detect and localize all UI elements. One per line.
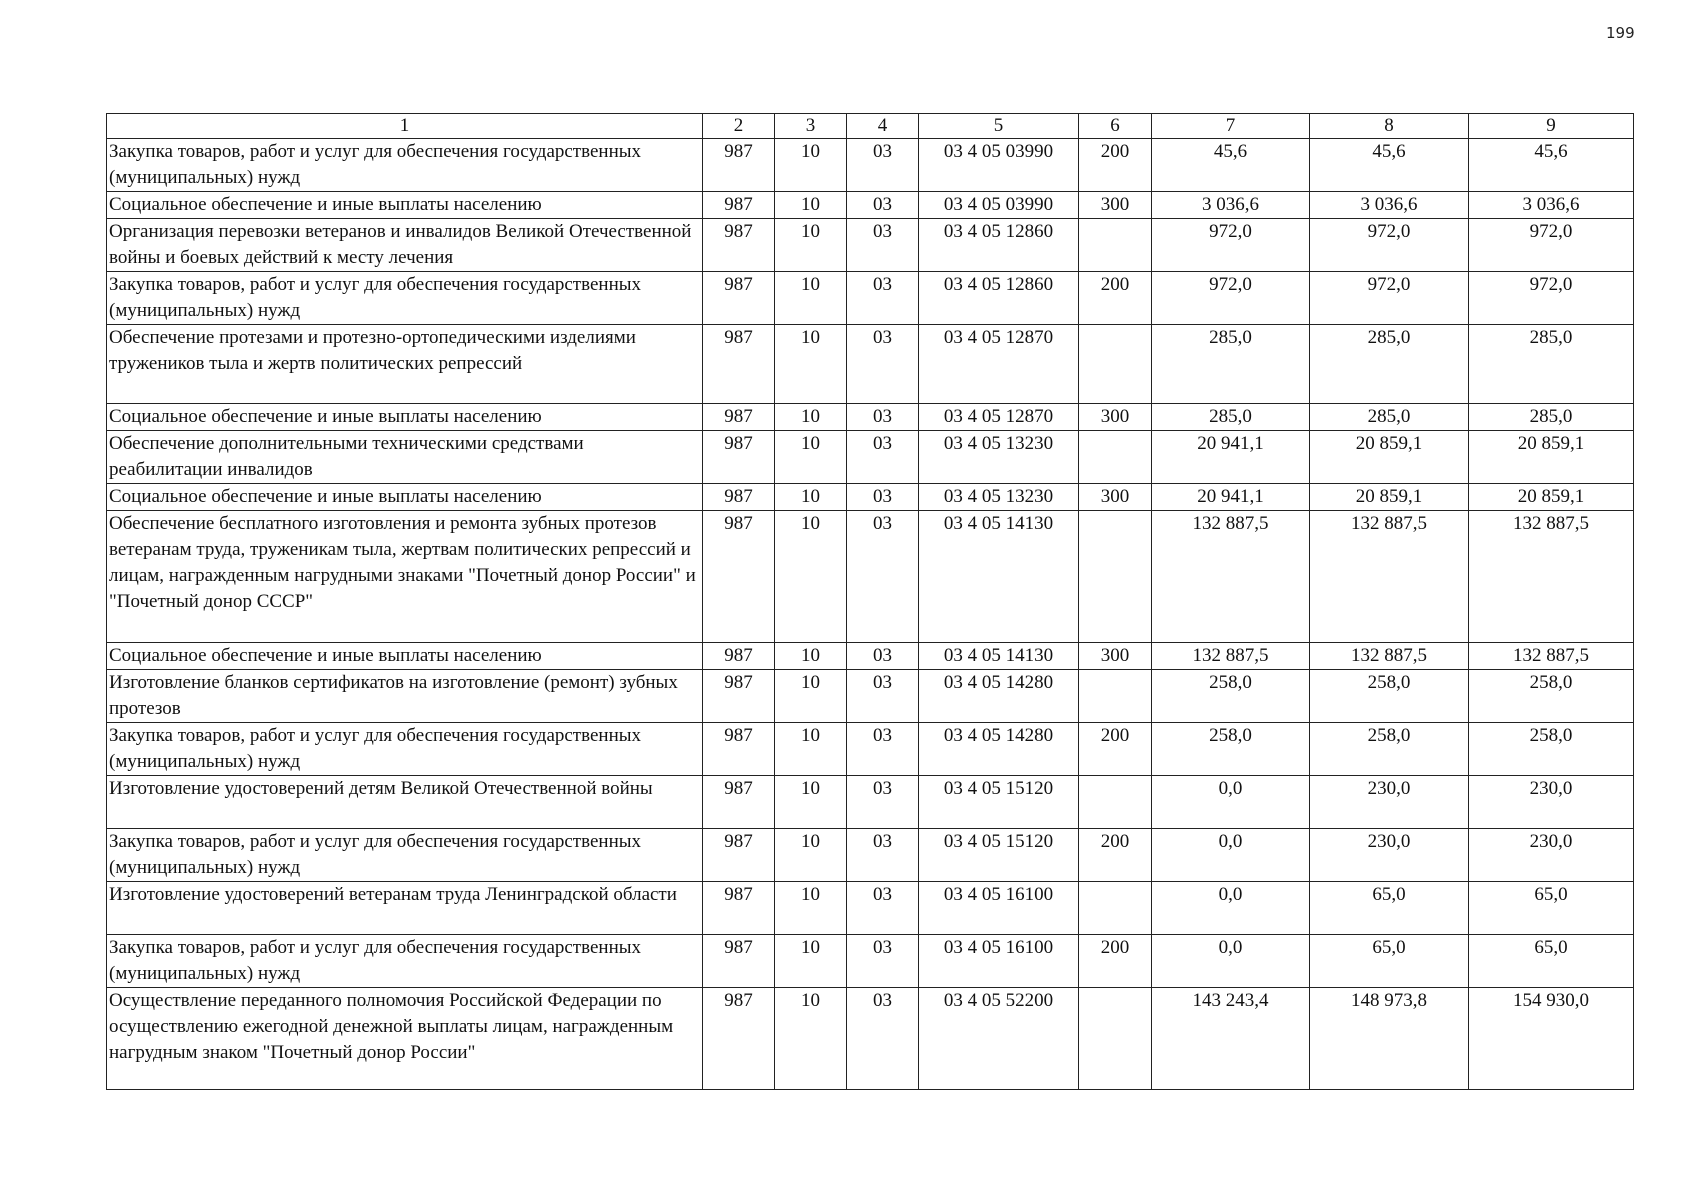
subsection-code-cell: 03: [847, 935, 919, 988]
section-code-cell: 10: [775, 484, 847, 511]
amount-cell-col7: 258,0: [1152, 670, 1310, 723]
amount-cell-col8: 132 887,5: [1310, 643, 1469, 670]
section-code-cell: 10: [775, 511, 847, 643]
subsection-code-cell: 03: [847, 139, 919, 192]
section-code-cell: 10: [775, 988, 847, 1090]
amount-cell-col8: 285,0: [1310, 404, 1469, 431]
description-cell: Осуществление переданного полномочия Российской Федерации по осуществлению ежегодной денежной выплаты лицам, награжденным нагрудным знаком "Почетный донор России": [107, 988, 703, 1090]
column-header: 1: [107, 114, 703, 139]
subsection-code-cell: 03: [847, 511, 919, 643]
amount-cell-col7: 972,0: [1152, 272, 1310, 325]
target-article-cell: 03 4 05 13230: [919, 484, 1079, 511]
table-row: [107, 776, 1634, 829]
amount-cell-col7: 20 941,1: [1152, 484, 1310, 511]
target-article-cell: 03 4 05 12860: [919, 219, 1079, 272]
table-row: [107, 272, 1634, 325]
description-cell: Изготовление бланков сертификатов на изготовление (ремонт) зубных протезов: [107, 670, 703, 723]
section-code-cell: 10: [775, 219, 847, 272]
ministry-code-cell: 987: [703, 643, 775, 670]
expense-type-cell: [1079, 219, 1152, 272]
target-article-cell: 03 4 05 03990: [919, 192, 1079, 219]
amount-cell-col9: 65,0: [1469, 935, 1634, 988]
description-cell: Закупка товаров, работ и услуг для обеспечения государственных (муниципальных) нужд: [107, 139, 703, 192]
expense-type-cell: 300: [1079, 484, 1152, 511]
expense-type-cell: 200: [1079, 829, 1152, 882]
subsection-code-cell: 03: [847, 988, 919, 1090]
ministry-code-cell: 987: [703, 484, 775, 511]
subsection-code-cell: 03: [847, 776, 919, 829]
description-cell: Обеспечение протезами и протезно-ортопедическими изделиями тружеников тыла и жертв политических репрессий: [107, 325, 703, 404]
description-cell: Закупка товаров, работ и услуг для обеспечения государственных (муниципальных) нужд: [107, 935, 703, 988]
amount-cell-col7: 258,0: [1152, 723, 1310, 776]
section-code-cell: 10: [775, 935, 847, 988]
amount-cell-col9: 20 859,1: [1469, 431, 1634, 484]
description-cell: Изготовление удостоверений ветеранам труда Ленинградской области: [107, 882, 703, 935]
column-header: 6: [1079, 114, 1152, 139]
table-row: [107, 192, 1634, 219]
amount-cell-col7: 0,0: [1152, 776, 1310, 829]
table-row: [107, 511, 1634, 643]
subsection-code-cell: 03: [847, 484, 919, 511]
expense-type-cell: [1079, 670, 1152, 723]
amount-cell-col7: 285,0: [1152, 404, 1310, 431]
amount-cell-col9: 258,0: [1469, 670, 1634, 723]
target-article-cell: 03 4 05 15120: [919, 776, 1079, 829]
description-cell: Организация перевозки ветеранов и инвалидов Великой Отечественной войны и боевых действий к месту лечения: [107, 219, 703, 272]
table-row: [107, 829, 1634, 882]
amount-cell-col7: 0,0: [1152, 829, 1310, 882]
amount-cell-col8: 45,6: [1310, 139, 1469, 192]
amount-cell-col7: 132 887,5: [1152, 511, 1310, 643]
amount-cell-col9: 132 887,5: [1469, 511, 1634, 643]
subsection-code-cell: 03: [847, 723, 919, 776]
target-article-cell: 03 4 05 14130: [919, 643, 1079, 670]
section-code-cell: 10: [775, 670, 847, 723]
target-article-cell: 03 4 05 15120: [919, 829, 1079, 882]
description-cell: Закупка товаров, работ и услуг для обеспечения государственных (муниципальных) нужд: [107, 723, 703, 776]
amount-cell-col9: 3 036,6: [1469, 192, 1634, 219]
expense-type-cell: 300: [1079, 192, 1152, 219]
amount-cell-col8: 148 973,8: [1310, 988, 1469, 1090]
subsection-code-cell: 03: [847, 404, 919, 431]
ministry-code-cell: 987: [703, 511, 775, 643]
ministry-code-cell: 987: [703, 404, 775, 431]
section-code-cell: 10: [775, 643, 847, 670]
ministry-code-cell: 987: [703, 776, 775, 829]
subsection-code-cell: 03: [847, 219, 919, 272]
section-code-cell: 10: [775, 325, 847, 404]
section-code-cell: 10: [775, 404, 847, 431]
amount-cell-col8: 258,0: [1310, 670, 1469, 723]
section-code-cell: 10: [775, 139, 847, 192]
column-header: 3: [775, 114, 847, 139]
amount-cell-col9: 20 859,1: [1469, 484, 1634, 511]
subsection-code-cell: 03: [847, 192, 919, 219]
ministry-code-cell: 987: [703, 139, 775, 192]
table-row: [107, 484, 1634, 511]
amount-cell-col9: 154 930,0: [1469, 988, 1634, 1090]
amount-cell-col7: 20 941,1: [1152, 431, 1310, 484]
section-code-cell: 10: [775, 882, 847, 935]
header-row: [107, 114, 1634, 139]
section-code-cell: 10: [775, 723, 847, 776]
amount-cell-col8: 132 887,5: [1310, 511, 1469, 643]
ministry-code-cell: 987: [703, 219, 775, 272]
subsection-code-cell: 03: [847, 431, 919, 484]
amount-cell-col8: 230,0: [1310, 776, 1469, 829]
table-row: [107, 935, 1634, 988]
target-article-cell: 03 4 05 03990: [919, 139, 1079, 192]
expense-type-cell: [1079, 325, 1152, 404]
subsection-code-cell: 03: [847, 325, 919, 404]
amount-cell-col9: 45,6: [1469, 139, 1634, 192]
section-code-cell: 10: [775, 829, 847, 882]
target-article-cell: 03 4 05 13230: [919, 431, 1079, 484]
table-row: [107, 988, 1634, 1090]
description-cell: Изготовление удостоверений детям Великой Отечественной войны: [107, 776, 703, 829]
amount-cell-col7: 0,0: [1152, 882, 1310, 935]
amount-cell-col8: 20 859,1: [1310, 431, 1469, 484]
subsection-code-cell: 03: [847, 272, 919, 325]
expense-type-cell: [1079, 776, 1152, 829]
description-cell: Обеспечение бесплатного изготовления и ремонта зубных протезов ветеранам труда, труженикам тыла, жертвам политических репрессий и лицам, награжденным нагрудными знаками "Почетный донор России" и "Почетный донор СССР": [107, 511, 703, 643]
page-number: 199: [1606, 24, 1635, 42]
description-cell: Обеспечение дополнительными техническими средствами реабилитации инвалидов: [107, 431, 703, 484]
description-cell: Социальное обеспечение и иные выплаты населению: [107, 643, 703, 670]
ministry-code-cell: 987: [703, 829, 775, 882]
ministry-code-cell: 987: [703, 670, 775, 723]
description-cell: Социальное обеспечение и иные выплаты населению: [107, 404, 703, 431]
amount-cell-col7: 143 243,4: [1152, 988, 1310, 1090]
subsection-code-cell: 03: [847, 829, 919, 882]
section-code-cell: 10: [775, 431, 847, 484]
target-article-cell: 03 4 05 14280: [919, 723, 1079, 776]
amount-cell-col9: 230,0: [1469, 776, 1634, 829]
description-cell: Социальное обеспечение и иные выплаты населению: [107, 192, 703, 219]
column-header: 9: [1469, 114, 1634, 139]
ministry-code-cell: 987: [703, 192, 775, 219]
target-article-cell: 03 4 05 52200: [919, 988, 1079, 1090]
column-header: 4: [847, 114, 919, 139]
amount-cell-col7: 0,0: [1152, 935, 1310, 988]
target-article-cell: 03 4 05 16100: [919, 882, 1079, 935]
description-cell: Закупка товаров, работ и услуг для обеспечения государственных (муниципальных) нужд: [107, 829, 703, 882]
table-row: [107, 404, 1634, 431]
amount-cell-col7: 3 036,6: [1152, 192, 1310, 219]
table-row: [107, 723, 1634, 776]
expense-type-cell: 200: [1079, 723, 1152, 776]
target-article-cell: 03 4 05 16100: [919, 935, 1079, 988]
expense-type-cell: 200: [1079, 935, 1152, 988]
amount-cell-col9: 258,0: [1469, 723, 1634, 776]
subsection-code-cell: 03: [847, 882, 919, 935]
amount-cell-col8: 972,0: [1310, 272, 1469, 325]
target-article-cell: 03 4 05 14280: [919, 670, 1079, 723]
expense-type-cell: [1079, 882, 1152, 935]
expense-type-cell: 300: [1079, 404, 1152, 431]
description-cell: Закупка товаров, работ и услуг для обеспечения государственных (муниципальных) нужд: [107, 272, 703, 325]
subsection-code-cell: 03: [847, 643, 919, 670]
amount-cell-col8: 258,0: [1310, 723, 1469, 776]
amount-cell-col8: 65,0: [1310, 935, 1469, 988]
target-article-cell: 03 4 05 12860: [919, 272, 1079, 325]
column-header: 2: [703, 114, 775, 139]
target-article-cell: 03 4 05 12870: [919, 404, 1079, 431]
amount-cell-col8: 3 036,6: [1310, 192, 1469, 219]
column-header: 5: [919, 114, 1079, 139]
amount-cell-col9: 65,0: [1469, 882, 1634, 935]
section-code-cell: 10: [775, 776, 847, 829]
amount-cell-col8: 20 859,1: [1310, 484, 1469, 511]
expense-type-cell: 300: [1079, 643, 1152, 670]
amount-cell-col7: 132 887,5: [1152, 643, 1310, 670]
column-header: 8: [1310, 114, 1469, 139]
table-row: [107, 325, 1634, 404]
amount-cell-col9: 972,0: [1469, 272, 1634, 325]
amount-cell-col9: 230,0: [1469, 829, 1634, 882]
amount-cell-col7: 972,0: [1152, 219, 1310, 272]
expense-type-cell: [1079, 511, 1152, 643]
ministry-code-cell: 987: [703, 988, 775, 1090]
amount-cell-col9: 285,0: [1469, 404, 1634, 431]
ministry-code-cell: 987: [703, 272, 775, 325]
table-row: [107, 139, 1634, 192]
expense-type-cell: 200: [1079, 272, 1152, 325]
amount-cell-col8: 285,0: [1310, 325, 1469, 404]
ministry-code-cell: 987: [703, 723, 775, 776]
amount-cell-col8: 972,0: [1310, 219, 1469, 272]
expense-type-cell: [1079, 988, 1152, 1090]
amount-cell-col9: 285,0: [1469, 325, 1634, 404]
ministry-code-cell: 987: [703, 431, 775, 484]
amount-cell-col8: 65,0: [1310, 882, 1469, 935]
budget-table: [106, 113, 1634, 1090]
table-row: [107, 643, 1634, 670]
expense-type-cell: [1079, 431, 1152, 484]
expense-type-cell: 200: [1079, 139, 1152, 192]
target-article-cell: 03 4 05 12870: [919, 325, 1079, 404]
table-row: [107, 670, 1634, 723]
subsection-code-cell: 03: [847, 670, 919, 723]
amount-cell-col8: 230,0: [1310, 829, 1469, 882]
ministry-code-cell: 987: [703, 935, 775, 988]
section-code-cell: 10: [775, 192, 847, 219]
table-row: [107, 882, 1634, 935]
ministry-code-cell: 987: [703, 882, 775, 935]
ministry-code-cell: 987: [703, 325, 775, 404]
amount-cell-col7: 285,0: [1152, 325, 1310, 404]
table-row: [107, 219, 1634, 272]
column-header: 7: [1152, 114, 1310, 139]
amount-cell-col7: 45,6: [1152, 139, 1310, 192]
description-cell: Социальное обеспечение и иные выплаты населению: [107, 484, 703, 511]
amount-cell-col9: 132 887,5: [1469, 643, 1634, 670]
table-row: [107, 431, 1634, 484]
target-article-cell: 03 4 05 14130: [919, 511, 1079, 643]
amount-cell-col9: 972,0: [1469, 219, 1634, 272]
section-code-cell: 10: [775, 272, 847, 325]
